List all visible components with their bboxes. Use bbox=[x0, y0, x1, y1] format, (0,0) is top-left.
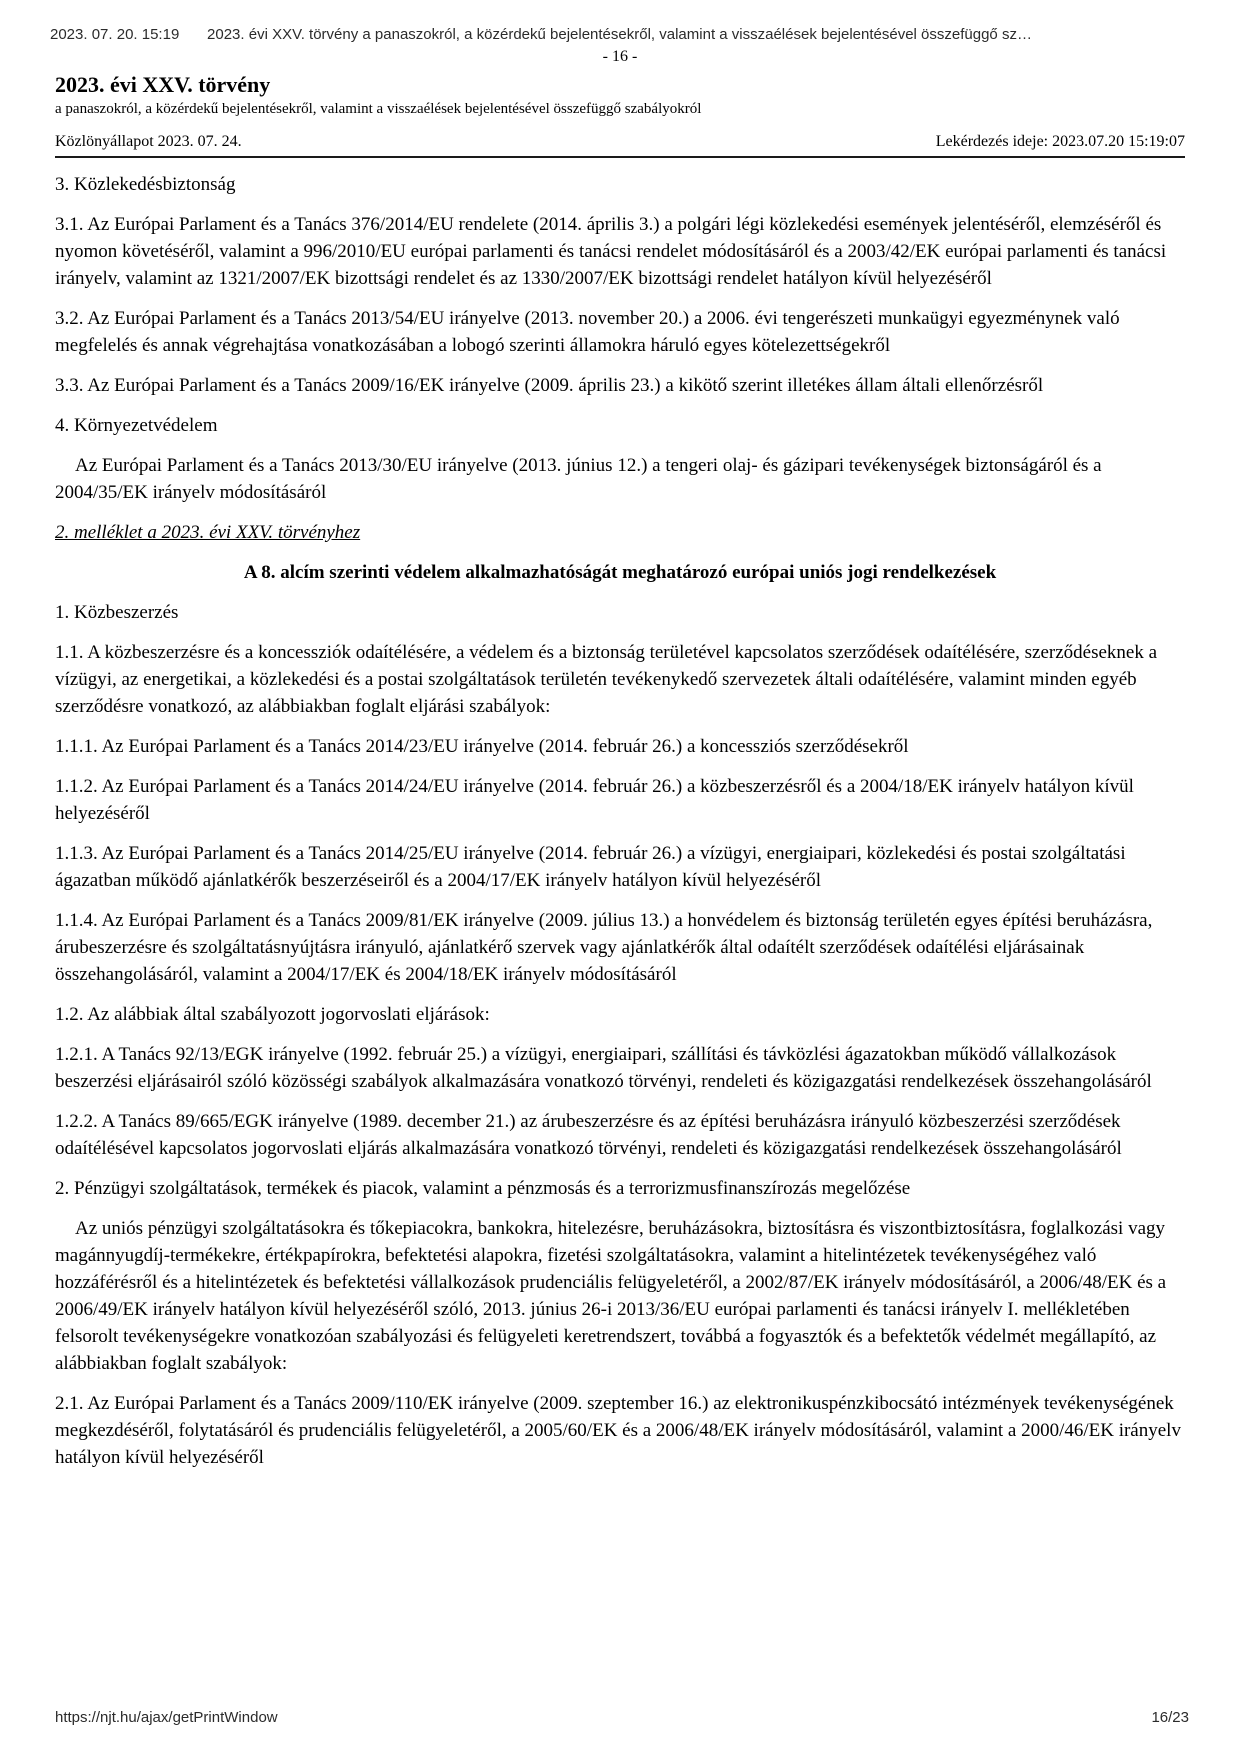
paragraph-13: 1.1.3. Az Európai Parlament és a Tanács 2014/25/EU irányelve (2014. február 26.) a vízügyi, energiaipari, közlekedési és postai szolgáltatási ágazatban működő ajánlatkérők beszerzéseiről és a 2004/17/EK irányelv hatályon kívül helyezéséről bbox=[55, 843, 1126, 892]
paragraph-11: 1.1.1. Az Európai Parlament és a Tanács 2014/23/EU irányelve (2014. február 26.) a koncessziós szerződésekről bbox=[55, 736, 909, 758]
paragraph-19: Az uniós pénzügyi szolgáltatásokra és tőkepiacokra, bankokra, hitelezésre, beruházásokra, biztosításra és viszontbiztosításra, foglalkozási vagy magánnyugdíj-termékekre, értékpapírokra, befektetési alapokra, fizetési szolgáltatásokra, valamint a hitelintézetek tevékenységéhez való hozzáférésről és a hitelintézetek és befektetési vállalkozások prudenciális felügyeletéről, a 2002/87/EK irányelv módosításáról, a 2006/48/EK és a 2006/49/EK irányelv hatályon kívül helyezéséről szóló, 2013. június 26-i 2013/36/EU európai parlamenti és tanácsi irányelv I. mellékletében felsorolt tevékenységekre vonatkozóan szabályozási és felügyeleti keretrendszert, továbbá a fogyasztók és a befektetők védelmét megállapító, az alábbiakban foglalt szabályok: bbox=[55, 1218, 1167, 1375]
print-header-datetime: 2023. 07. 20. 15:19 bbox=[50, 26, 180, 43]
paragraph-4: 3.3. Az Európai Parlament és a Tanács 2009/16/EK irányelve (2009. április 23.) a kikötő szerint illetékes állam általi ellenőrzésről bbox=[55, 375, 1044, 397]
paragraph-17: 1.2.2. A Tanács 89/665/EGK irányelve (1989. december 21.) az árubeszerzésre és az építési beruházásra irányuló közbeszerzési szerződések odaítélésével kapcsolatos jogorvoslati eljárás alkalmazására vonatkozó törvényi, rendeleti és közigazgatási rendelkezések összehangolásáról bbox=[55, 1111, 1122, 1160]
query-time-label: Lekérdezés ideje: 2023.07.20 15:19:07 bbox=[935, 133, 1185, 151]
page-number: - 16 - bbox=[602, 48, 638, 65]
paragraph-5: 4. Környezetvédelem bbox=[55, 415, 218, 437]
paragraph-6: Az Európai Parlament és a Tanács 2013/30/EU irányelve (2013. június 12.) a tengeri olaj- és gázipari tevékenységek biztonságáról és a 2004/35/EK irányelv módosításáról bbox=[55, 455, 1102, 504]
document-meta-row bbox=[55, 133, 1185, 158]
paragraph-9: 1. Közbeszerzés bbox=[55, 602, 179, 624]
paragraph-2: 3.1. Az Európai Parlament és a Tanács 376/2014/EU rendelete (2014. április 3.) a polgári légi közlekedési események jelentéséről, elemzéséről és nyomon követéséről, valamint a 996/2010/EU európai parlamenti és tanácsi rendelet módosításáról és a 2003/42/EK európai parlamenti és tanácsi irányelv, valamint az 1321/2007/EK bizottsági rendelet és az 1330/2007/EK bizottsági rendelet hatályon kívül helyezéséről bbox=[55, 214, 1167, 290]
paragraph-15: 1.2. Az alábbiak által szabályozott jogorvoslati eljárások: bbox=[55, 1004, 490, 1026]
paragraph-8: A 8. alcím szerinti védelem alkalmazhatóságát meghatározó európai uniós jogi rendelkezések bbox=[243, 562, 997, 584]
paragraph-18: 2. Pénzügyi szolgáltatások, termékek és piacok, valamint a pénzmosás és a terrorizmusfinanszírozás megelőzése bbox=[55, 1178, 911, 1200]
paragraph-7: 2. melléklet a 2023. évi XXV. törvényhez bbox=[55, 522, 361, 544]
document-body bbox=[55, 171, 1185, 1471]
paragraph-1: 3. Közlekedésbiztonság bbox=[55, 174, 236, 196]
document-content bbox=[55, 0, 1185, 1484]
document-subtitle: a panaszokról, a közérdekű bejelentésekről, valamint a visszaélések bejelentésével összefüggő szabályokról bbox=[55, 101, 702, 118]
footer-page-indicator: 16/23 bbox=[1151, 1709, 1189, 1726]
print-footer bbox=[55, 1709, 1189, 1726]
paragraph-10: 1.1. A közbeszerzésre és a koncessziók odaítélésére, a védelem és a biztonság területével kapcsolatos szerződések odaítélésére, szerződéseknek a vízügyi, az energetikai, a közlekedési és a postai szolgáltatások területén tevékenykedő szervezetek általi odaítélésére, valamint minden egyéb szerződésre vonatkozó, az alábbiakban foglalt eljárási szabályok: bbox=[55, 642, 1158, 718]
print-header-title: 2023. évi XXV. törvény a panaszokról, a közérdekű bejelentésekről, valamint a visszaélések bejelentésével összefüggő sz… bbox=[207, 26, 1032, 43]
paragraph-20: 2.1. Az Európai Parlament és a Tanács 2009/110/EK irányelve (2009. szeptember 16.) az elektronikuspénzkibocsátó intézmények tevékenységének megkezdéséről, folytatásáról és prudenciális felügyeletéről, a 2005/60/EK és a 2006/48/EK irányelv módosításáról, valamint a 2000/46/EK irányelv hatályon kívül helyezéséről bbox=[55, 1393, 1181, 1469]
paragraph-16: 1.2.1. A Tanács 92/13/EGK irányelve (1992. február 25.) a vízügyi, energiaipari, szállítási és távközlési ágazatokban működő vállalkozások beszerzési eljárásairól szóló közösségi szabályok alkalmazására vonatkozó törvényi, rendeleti és közigazgatási rendelkezések összehangolásáról bbox=[55, 1044, 1152, 1093]
document-title: 2023. évi XXV. törvény bbox=[55, 72, 271, 97]
gazette-state-label: Közlönyállapot 2023. 07. 24. bbox=[55, 133, 242, 151]
footer-url: https://njt.hu/ajax/getPrintWindow bbox=[55, 1709, 278, 1726]
paragraph-12: 1.1.2. Az Európai Parlament és a Tanács 2014/24/EU irányelve (2014. február 26.) a közbeszerzésről és a 2004/18/EK irányelv hatályon kívül helyezéséről bbox=[55, 776, 1134, 825]
paragraph-3: 3.2. Az Európai Parlament és a Tanács 2013/54/EU irányelve (2013. november 20.) a 2006. évi tengerészeti munkaügyi egyezménynek való megfelelés és annak végrehajtása vonatkozásában a lobogó szerinti államokra háruló egyes kötelezettségekről bbox=[55, 308, 1120, 357]
paragraph-14: 1.1.4. Az Európai Parlament és a Tanács 2009/81/EK irányelve (2009. július 13.) a honvédelem és biztonság területén egyes építési beruházásra, árubeszerzésre és szolgáltatásnyújtásra irányuló, ajánlatkérő szervek vagy ajánlatkérők által odaítélt szerződések odaítélési eljárásainak összehangolásáról, valamint a 2004/17/EK és 2004/18/EK irányelv módosításáról bbox=[55, 910, 1153, 986]
